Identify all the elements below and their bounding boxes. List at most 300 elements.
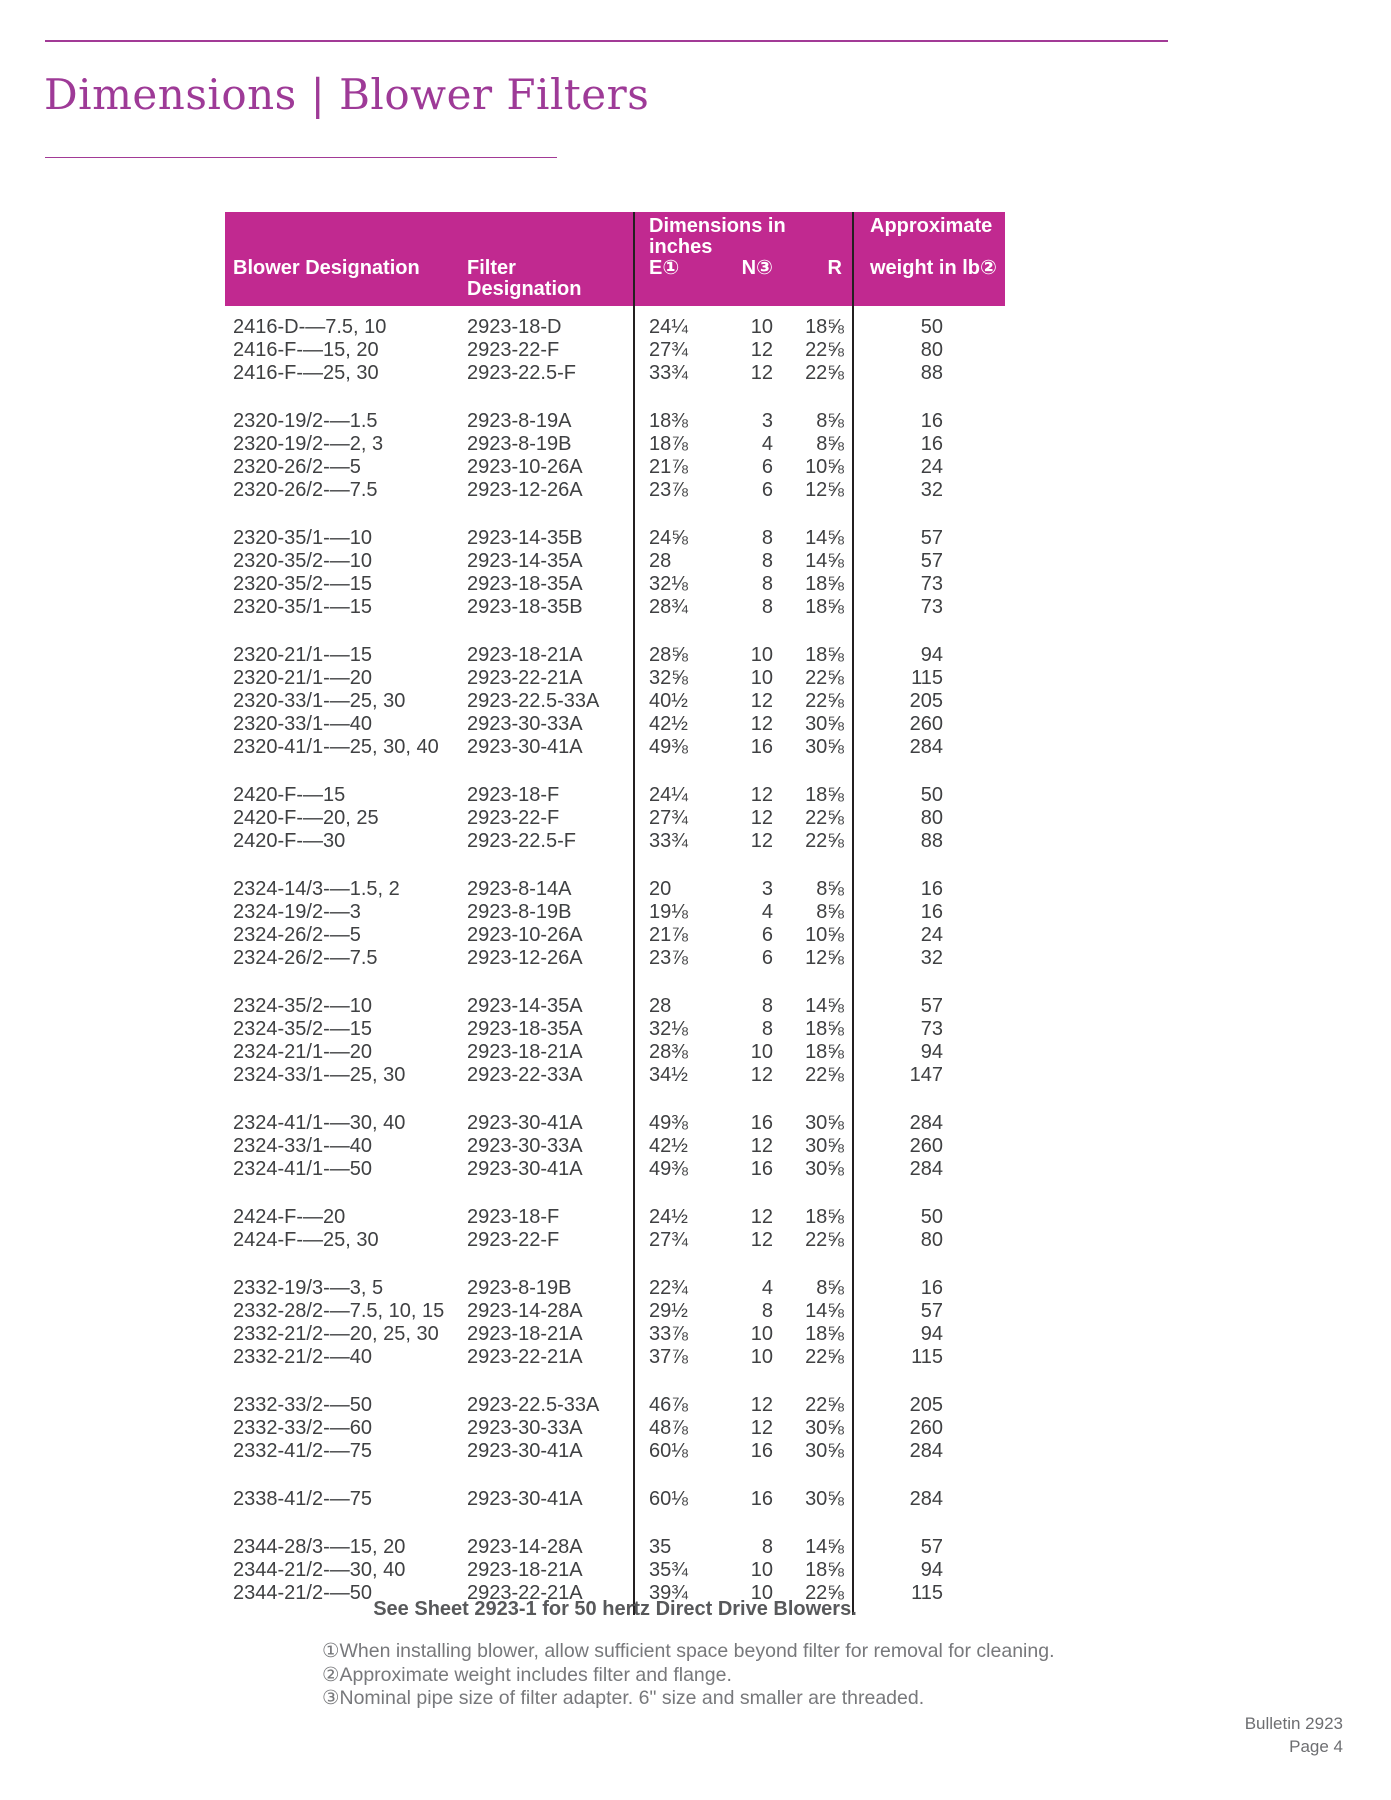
table-row [225,316,1005,339]
cell-e: 49⅜ [649,1112,688,1134]
cell-e: 18⅞ [649,433,688,455]
cell-e: 19⅛ [649,901,688,923]
cell-wt: 260 [909,713,943,735]
cell-e: 24¼ [649,784,688,806]
cell-blower: 2332-28/2-—7.5, 10, 15 [233,1300,445,1322]
cell-wt: 80 [920,339,943,361]
cell-n: 12 [750,1229,773,1251]
cell-filter: 2923-8-19B [467,901,572,923]
cell-e: 48⅞ [649,1417,688,1439]
cell-r: 22⅝ [805,1064,844,1086]
cell-n: 8 [761,1536,773,1558]
cell-e: 18⅜ [649,410,688,432]
cell-wt: 24 [920,456,943,478]
table-row [225,573,1005,596]
cell-wt: 57 [920,995,943,1017]
cell-n: 12 [750,339,773,361]
see-sheet-note: See Sheet 2923-1 for 50 hertz Direct Drive Blowers. [373,1598,857,1620]
cell-wt: 57 [920,527,943,549]
cell-e: 28 [649,995,672,1017]
cell-filter: 2923-10-26A [467,456,583,478]
footnotes [322,1640,1055,1711]
cell-blower: 2324-41/1-—50 [233,1158,372,1180]
cell-r: 30⅝ [805,713,844,735]
table-row [225,1559,1005,1582]
cell-blower: 2320-33/1-—25, 30 [233,690,406,712]
cell-filter: 2923-18-21A [467,644,583,666]
cell-wt: 94 [920,1323,943,1345]
cell-n: 8 [761,527,773,549]
cell-r: 14⅝ [805,527,844,549]
cell-blower: 2320-35/2-—10 [233,550,372,572]
cell-n: 12 [750,830,773,852]
cell-blower: 2420-F-—15 [233,784,346,806]
table-row [225,713,1005,736]
cell-blower: 2324-26/2-—5 [233,924,361,946]
cell-n: 12 [750,1064,773,1086]
cell-e: 23⅞ [649,947,688,969]
cell-blower: 2344-21/2-—30, 40 [233,1559,406,1581]
cell-filter: 2923-8-14A [467,878,572,900]
table-row [225,456,1005,479]
row-group [225,644,1005,759]
cell-filter: 2923-12-26A [467,479,583,501]
cell-wt: 73 [920,1018,943,1040]
cell-filter: 2923-8-19A [467,410,572,432]
cell-r: 12⅝ [805,479,844,501]
table-header-row-2 [225,258,1005,300]
cell-filter: 2923-18-F [467,784,560,806]
cell-r: 22⅝ [805,339,844,361]
cell-n: 8 [761,995,773,1017]
cell-e: 24¼ [649,316,688,338]
cell-e: 60⅛ [649,1488,688,1510]
cell-filter: 2923-22.5-33A [467,1394,600,1416]
blower-filter-table [225,212,1005,1615]
cell-r: 30⅝ [805,1417,844,1439]
table-row [225,1229,1005,1252]
cell-r: 14⅝ [805,550,844,572]
cell-wt: 80 [920,1229,943,1251]
cell-r: 30⅝ [805,1488,844,1510]
cell-wt: 260 [909,1417,943,1439]
cell-n: 12 [750,1206,773,1228]
cell-r: 22⅝ [805,830,844,852]
table-header [225,212,1005,306]
cell-filter: 2923-22.5-F [467,362,576,384]
cell-n: 8 [761,550,773,572]
table-row [225,527,1005,550]
table-row [225,550,1005,573]
cell-n: 4 [761,901,773,923]
cell-filter: 2923-8-19B [467,1277,572,1299]
cell-n: 16 [750,1158,773,1180]
table-row [225,1112,1005,1135]
cell-r: 18⅝ [805,596,844,618]
cell-wt: 16 [920,901,943,923]
cell-r: 18⅝ [805,1018,844,1040]
cell-blower: 2332-33/2-—50 [233,1394,372,1416]
cell-e: 39¾ [649,1582,688,1604]
page-number: Page 4 [1289,1737,1343,1756]
table-row [225,830,1005,853]
cell-blower: 2320-35/2-—15 [233,573,372,595]
cell-blower: 2344-28/3-—15, 20 [233,1536,406,1558]
cell-filter: 2923-18-35A [467,573,583,595]
cell-r: 8⅝ [816,1277,844,1299]
cell-n: 12 [750,1394,773,1416]
table-header-row-1 [225,216,1005,258]
row-group [225,1394,1005,1463]
cell-blower: 2324-14/3-—1.5, 2 [233,878,400,900]
cell-n: 8 [761,1300,773,1322]
cell-e: 35¾ [649,1559,688,1581]
table-row [225,1488,1005,1511]
cell-n: 10 [750,644,773,666]
cell-blower: 2324-21/1-—20 [233,1041,372,1063]
cell-blower: 2320-26/2-—7.5 [233,479,378,501]
row-group [225,1536,1005,1605]
cell-blower: 2324-26/2-—7.5 [233,947,378,969]
cell-wt: 80 [920,807,943,829]
cell-r: 22⅝ [805,807,844,829]
cell-r: 14⅝ [805,995,844,1017]
top-divider [45,40,1168,42]
cell-wt: 284 [909,1440,943,1462]
cell-wt: 88 [920,362,943,384]
cell-n: 8 [761,596,773,618]
cell-wt: 57 [920,1536,943,1558]
cell-e: 60⅛ [649,1440,688,1462]
cell-e: 32⅛ [649,1018,688,1040]
cell-r: 18⅝ [805,1323,844,1345]
cell-blower: 2420-F-—30 [233,830,346,852]
cell-wt: 73 [920,596,943,618]
cell-e: 27¾ [649,1229,688,1251]
table-row [225,901,1005,924]
cell-filter: 2923-22-F [467,1229,560,1251]
cell-n: 10 [750,1041,773,1063]
cell-r: 18⅝ [805,1559,844,1581]
row-group [225,316,1005,385]
cell-wt: 260 [909,1135,943,1157]
cell-n: 10 [750,1323,773,1345]
row-group [225,527,1005,619]
table-row [225,1158,1005,1181]
page-title: Dimensions | Blower Filters [44,70,650,119]
cell-r: 8⅝ [816,878,844,900]
table-row [225,1135,1005,1158]
table-body [225,306,1005,1605]
cell-e: 21⅞ [649,924,688,946]
cell-wt: 16 [920,410,943,432]
cell-filter: 2923-18-D [467,316,562,338]
cell-r: 30⅝ [805,1135,844,1157]
header-approximate: Approximate [870,215,993,237]
cell-blower: 2324-35/2-—15 [233,1018,372,1040]
table-row [225,1041,1005,1064]
table-row [225,410,1005,433]
cell-wt: 16 [920,878,943,900]
cell-wt: 24 [920,924,943,946]
cell-blower: 2324-19/2-—3 [233,901,361,923]
cell-r: 14⅝ [805,1300,844,1322]
cell-filter: 2923-22-21A [467,667,583,689]
cell-e: 33¾ [649,830,688,852]
header-blower-designation: Blower Designation [233,257,420,279]
cell-filter: 2923-18-35B [467,596,583,618]
table-row [225,667,1005,690]
cell-filter: 2923-30-41A [467,736,583,758]
cell-filter: 2923-22-F [467,339,560,361]
table-row [225,807,1005,830]
cell-filter: 2923-8-19B [467,433,572,455]
header-dimensions-in-inches: Dimensions in inches [649,215,786,258]
cell-wt: 32 [920,479,943,501]
cell-wt: 94 [920,1559,943,1581]
table-row [225,433,1005,456]
cell-r: 30⅝ [805,1112,844,1134]
cell-wt: 115 [911,667,943,689]
cell-n: 10 [750,1582,773,1604]
cell-filter: 2923-30-41A [467,1440,583,1462]
cell-wt: 50 [920,316,943,338]
cell-e: 42½ [649,1135,688,1157]
cell-wt: 205 [909,690,943,712]
header-col-r: R [827,257,842,279]
cell-e: 28¾ [649,596,688,618]
cell-r: 8⅝ [816,901,844,923]
cell-e: 37⅞ [649,1346,688,1368]
cell-filter: 2923-22-F [467,807,560,829]
cell-r: 18⅝ [805,1041,844,1063]
cell-r: 18⅝ [805,573,844,595]
table-row [225,362,1005,385]
cell-n: 8 [761,573,773,595]
cell-r: 22⅝ [805,1346,844,1368]
cell-e: 22¾ [649,1277,688,1299]
cell-wt: 284 [909,1112,943,1134]
cell-r: 10⅝ [805,456,844,478]
cell-blower: 2320-21/1-—20 [233,667,372,689]
cell-n: 16 [750,1488,773,1510]
row-group [225,995,1005,1087]
table-row [225,1536,1005,1559]
cell-blower: 2420-F-—20, 25 [233,807,379,829]
table-row [225,736,1005,759]
cell-blower: 2320-35/1-—10 [233,527,372,549]
cell-filter: 2923-14-28A [467,1536,583,1558]
cell-e: 20 [649,878,672,900]
cell-wt: 50 [920,784,943,806]
cell-wt: 57 [920,1300,943,1322]
table-row [225,1323,1005,1346]
cell-filter: 2923-22-21A [467,1346,583,1368]
table-row [225,878,1005,901]
cell-n: 3 [761,878,773,900]
cell-blower: 2324-41/1-—30, 40 [233,1112,406,1134]
cell-blower: 2320-21/1-—15 [233,644,372,666]
cell-filter: 2923-30-33A [467,1135,583,1157]
table-row [225,644,1005,667]
cell-wt: 88 [920,830,943,852]
cell-n: 12 [750,807,773,829]
cell-filter: 2923-18-21A [467,1559,583,1581]
cell-r: 18⅝ [805,316,844,338]
cell-wt: 205 [909,1394,943,1416]
table-row [225,690,1005,713]
footnote-1: ①When installing blower, allow sufficient space beyond filter for removal for cleaning. [322,1640,1055,1662]
cell-filter: 2923-14-35A [467,995,583,1017]
cell-n: 10 [750,667,773,689]
cell-wt: 284 [909,736,943,758]
table-row [225,339,1005,362]
cell-filter: 2923-30-33A [467,1417,583,1439]
cell-blower: 2332-21/2-—20, 25, 30 [233,1323,439,1345]
cell-blower: 2320-33/1-—40 [233,713,372,735]
cell-filter: 2923-30-41A [467,1488,583,1510]
cell-blower: 2424-F-—20 [233,1206,346,1228]
cell-filter: 2923-30-41A [467,1112,583,1134]
cell-filter: 2923-18-21A [467,1323,583,1345]
cell-wt: 115 [911,1346,943,1368]
header-weight-in-lb: weight in lb② [870,257,997,279]
row-group [225,1277,1005,1369]
cell-e: 35 [649,1536,672,1558]
table-row [225,784,1005,807]
row-group [225,1112,1005,1181]
cell-e: 24⅝ [649,527,688,549]
cell-filter: 2923-14-35A [467,550,583,572]
table-row [225,1394,1005,1417]
cell-filter: 2923-22.5-33A [467,690,600,712]
cell-r: 18⅝ [805,644,844,666]
cell-blower: 2424-F-—25, 30 [233,1229,379,1251]
table-row [225,1440,1005,1463]
table-vertical-divider-right [852,212,854,1615]
cell-blower: 2332-41/2-—75 [233,1440,372,1462]
cell-r: 10⅝ [805,924,844,946]
cell-n: 10 [750,1559,773,1581]
table-row [225,596,1005,619]
cell-e: 32⅛ [649,573,688,595]
cell-n: 8 [761,1018,773,1040]
cell-n: 10 [750,1346,773,1368]
cell-blower: 2320-19/2-—1.5 [233,410,378,432]
cell-r: 30⅝ [805,1158,844,1180]
cell-wt: 115 [911,1582,943,1604]
cell-filter: 2923-30-41A [467,1158,583,1180]
table-row [225,1417,1005,1440]
table-row [225,1346,1005,1369]
cell-wt: 94 [920,1041,943,1063]
cell-e: 23⅞ [649,479,688,501]
table-row [225,995,1005,1018]
cell-r: 8⅝ [816,433,844,455]
cell-e: 29½ [649,1300,688,1322]
cell-e: 28 [649,550,672,572]
cell-wt: 73 [920,573,943,595]
cell-filter: 2923-14-35B [467,527,583,549]
cell-e: 33⅞ [649,1323,688,1345]
table-row [225,947,1005,970]
cell-filter: 2923-12-26A [467,947,583,969]
cell-e: 21⅞ [649,456,688,478]
table-row [225,1064,1005,1087]
cell-r: 8⅝ [816,410,844,432]
cell-wt: 16 [920,1277,943,1299]
bulletin-footer [1245,1712,1343,1758]
footnote-2: ②Approximate weight includes filter and flange. [322,1663,732,1686]
cell-e: 34½ [649,1064,688,1086]
cell-n: 12 [750,1135,773,1157]
cell-blower: 2324-35/2-—10 [233,995,372,1017]
cell-n: 3 [761,410,773,432]
cell-filter: 2923-14-28A [467,1300,583,1322]
cell-blower: 2320-41/1-—25, 30, 40 [233,736,439,758]
title-divider [45,157,557,158]
cell-filter: 2923-18-35A [467,1018,583,1040]
cell-blower: 2332-21/2-—40 [233,1346,372,1368]
cell-filter: 2923-22.5-F [467,830,576,852]
cell-r: 22⅝ [805,1582,844,1604]
cell-wt: 32 [920,947,943,969]
cell-wt: 50 [920,1206,943,1228]
cell-n: 4 [761,1277,773,1299]
cell-blower: 2320-19/2-—2, 3 [233,433,384,455]
cell-e: 27¾ [649,807,688,829]
cell-wt: 94 [920,644,943,666]
cell-n: 16 [750,1440,773,1462]
cell-e: 49⅜ [649,736,688,758]
cell-n: 12 [750,690,773,712]
cell-wt: 57 [920,550,943,572]
cell-r: 18⅝ [805,784,844,806]
cell-blower: 2344-21/2-—50 [233,1582,372,1604]
table-vertical-divider-left [633,212,635,1615]
cell-e: 33¾ [649,362,688,384]
row-group [225,784,1005,853]
cell-blower: 2324-33/1-—25, 30 [233,1064,406,1086]
cell-e: 32⅝ [649,667,688,689]
cell-blower: 2320-35/1-—15 [233,596,372,618]
table-row [225,1277,1005,1300]
header-col-e: E① [649,257,680,279]
table-row [225,479,1005,502]
cell-filter: 2923-22-33A [467,1064,583,1086]
cell-n: 16 [750,736,773,758]
cell-r: 22⅝ [805,690,844,712]
header-col-n: N③ [741,257,773,279]
cell-filter: 2923-30-33A [467,713,583,735]
cell-r: 30⅝ [805,736,844,758]
cell-n: 6 [761,924,773,946]
table-row [225,1300,1005,1323]
cell-n: 12 [750,784,773,806]
cell-r: 22⅝ [805,1394,844,1416]
cell-blower: 2320-26/2-—5 [233,456,361,478]
cell-blower: 2332-19/3-—3, 5 [233,1277,384,1299]
cell-blower: 2324-33/1-—40 [233,1135,372,1157]
cell-n: 16 [750,1112,773,1134]
cell-blower: 2338-41/2-—75 [233,1488,372,1510]
cell-e: 28⅜ [649,1041,688,1063]
cell-n: 12 [750,713,773,735]
header-filter-designation: Filter Designation [467,257,582,300]
cell-e: 27¾ [649,339,688,361]
row-group [225,410,1005,502]
cell-e: 40½ [649,690,688,712]
